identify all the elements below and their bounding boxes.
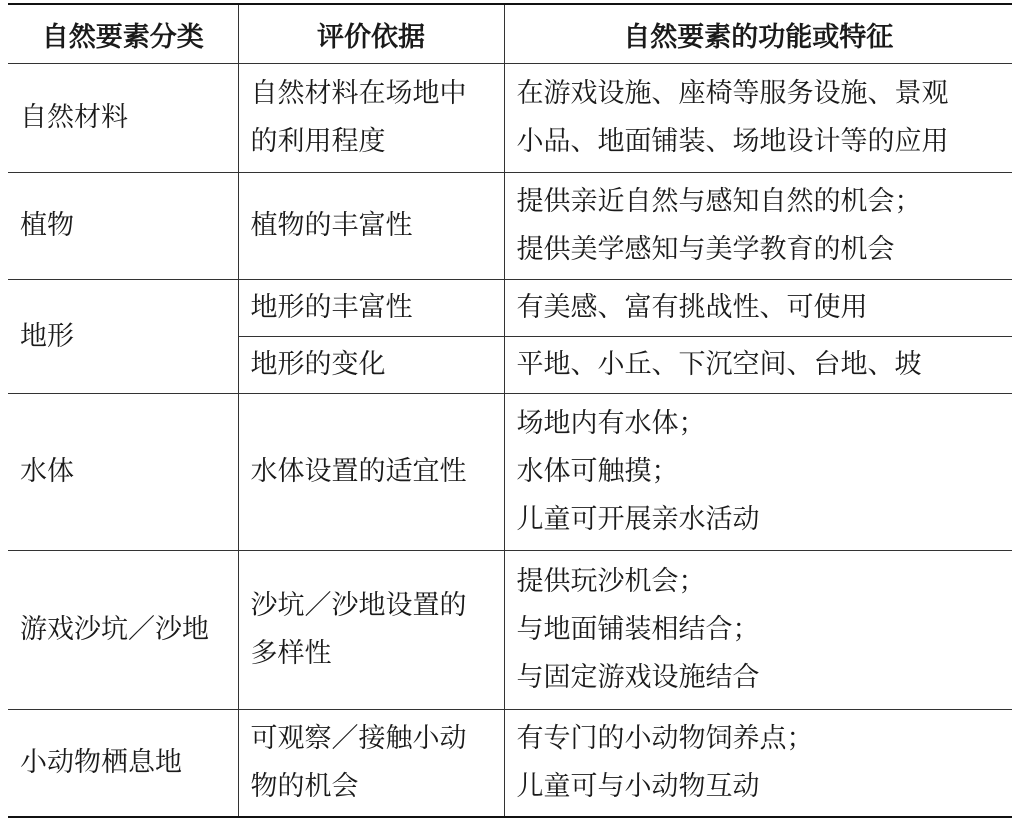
basis-cell — [238, 64, 504, 173]
table-row — [8, 394, 1012, 551]
basis-cell — [238, 551, 504, 710]
category-cell — [8, 710, 238, 818]
features-line: 场地内有水体； — [516, 408, 706, 439]
basis-line: 多样性 — [250, 638, 332, 669]
header-features: 自然要素的功能或特征 — [504, 4, 1012, 64]
features-line: 与固定游戏设施结合 — [516, 662, 760, 693]
features-line: 平地、小丘、下沉空间、台地、坡 — [516, 349, 922, 380]
features-cell — [504, 64, 1012, 173]
features-line: 有专门的小动物饲养点； — [516, 723, 814, 754]
features-line: 提供玩沙机会； — [516, 566, 706, 597]
category-text: 自然材料 — [20, 102, 128, 133]
basis-cell — [238, 173, 504, 280]
features-line: 儿童可与小动物互动 — [516, 771, 760, 802]
basis-cell — [238, 394, 504, 551]
basis-line: 地形的变化 — [250, 349, 386, 380]
features-line: 提供美学感知与美学教育的机会 — [516, 234, 895, 265]
table-row — [8, 280, 1012, 337]
table-row — [8, 551, 1012, 710]
basis-line: 地形的丰富性 — [250, 292, 413, 323]
features-cell — [504, 394, 1012, 551]
table-row — [8, 173, 1012, 280]
features-line: 与地面铺装相结合； — [516, 614, 760, 645]
table-header-row — [8, 4, 1012, 64]
basis-line: 的利用程度 — [250, 126, 386, 157]
features-line: 儿童可开展亲水活动 — [516, 504, 760, 535]
category-cell — [8, 394, 238, 551]
header-category: 自然要素分类 — [8, 4, 238, 64]
basis-line: 沙坑／沙地设置的 — [250, 590, 467, 621]
category-cell — [8, 280, 238, 394]
category-text: 水体 — [20, 456, 74, 487]
basis-cell — [238, 710, 504, 818]
category-text: 植物 — [20, 210, 74, 241]
basis-cell — [238, 337, 504, 394]
table-row — [8, 64, 1012, 173]
category-cell — [8, 64, 238, 173]
natural-elements-table — [8, 3, 1012, 818]
features-line: 提供亲近自然与感知自然的机会； — [516, 186, 922, 217]
features-cell — [504, 280, 1012, 337]
features-cell — [504, 551, 1012, 710]
basis-line: 植物的丰富性 — [250, 210, 413, 241]
features-cell — [504, 710, 1012, 818]
basis-cell — [238, 280, 504, 337]
features-line: 有美感、富有挑战性、可使用 — [516, 292, 868, 323]
table-row — [8, 710, 1012, 818]
category-text: 地形 — [20, 320, 74, 352]
basis-line: 水体设置的适宜性 — [250, 456, 467, 487]
category-cell — [8, 551, 238, 710]
features-line: 水体可触摸； — [516, 456, 679, 487]
category-text: 小动物栖息地 — [20, 747, 182, 778]
features-line: 小品、地面铺装、场地设计等的应用 — [516, 126, 949, 157]
features-cell — [504, 173, 1012, 280]
header-basis: 评价依据 — [238, 4, 504, 64]
basis-line: 自然材料在场地中 — [250, 78, 467, 109]
features-cell — [504, 337, 1012, 394]
category-cell — [8, 173, 238, 280]
category-text: 游戏沙坑／沙地 — [20, 614, 209, 645]
basis-line: 可观察／接触小动 — [250, 723, 467, 754]
basis-line: 物的机会 — [250, 771, 359, 802]
features-line: 在游戏设施、座椅等服务设施、景观 — [516, 78, 949, 109]
